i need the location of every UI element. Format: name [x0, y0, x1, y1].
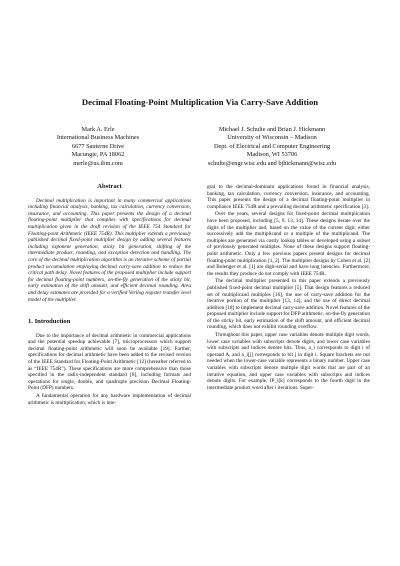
- author-1: [28, 126, 168, 168]
- author-2-address2: Madison, WI 53706: [246, 151, 298, 159]
- left-column: [28, 184, 191, 407]
- author-1-address2: Macungie, PA 18062: [71, 151, 125, 159]
- right-column: [207, 184, 370, 392]
- author-2-address1: Dept. of Electrical and Computer Engineering: [213, 142, 331, 150]
- author-2-affiliation: University of Wisconsin – Madison: [227, 134, 317, 142]
- author-1-address1: 6677 Sauterne Drive: [71, 142, 125, 150]
- abstract-heading: Abstract: [97, 183, 122, 190]
- author-1-email[interactable]: merle@us.ibm.com: [73, 159, 123, 167]
- right-paragraph-3: The decimal multiplier presented in this paper extends a previously published fixed-point decimal multiplier [5]. That design features a reduced set of multiplicand multiples [16], the use of carry-save addition for the iterative portion of the multiplier [13, 14], and the use of direct decimal addition [18] to implement decimal carry-save addition. Novel features of the proposed multiplier include support for DFP arithmetic, on-the-fly generation of the sticky bit, early estimation of the shift amount, and efficient decimal rounding, which does not exhibit rounding overflow.: [207, 278, 370, 331]
- author-2-name: Michael J. Schulte and Brian J. Hickmann: [218, 126, 326, 133]
- intro-paragraph-2: A fundamental operation for any hardware implementation of decimal arithmetic is multiplication, which is inte-: [28, 393, 191, 406]
- introduction-heading: 1. Introduction: [28, 318, 71, 326]
- author-2-email[interactable]: schulte@engr.wisc.edu and bjhickmann@wisc.edu: [207, 159, 337, 167]
- right-paragraph-2: Over the years, several designs for fixed-point decimal multiplication have been proposed, including [5, 9, 13, 14]. These designs iterate over the digits of the multiplier and, based on the value of the current digit, either successively add the multiplicand or a multiple of the multiplicand. The multiples are generated via costly lookup tables or developed using a subset of previously generated multiples. None of these designs support floating-point arithmetic. Only a few previous papers present designs for decimal floating-point multiplication [1, 2]. The multiplier designs by Cohen et al. [2] and Bolenger et al. [1] are digit-serial and have long latencies. Furthermore, the results they produce do not comply with IEEE 754R.: [207, 211, 370, 277]
- abstract-text: Decimal multiplication is important in many commercial applications including financial analysis, banking, tax calculation, currency conversion, insurance, and accounting. This paper presents the design of a decimal floating-point multiplier that complies with specifications for decimal multiplication given in the draft revision of the IEEE 754 Standard for Floating-point Arithmetic (IEEE 754R). This multiplier extends a previously published decimal fixed-point multiplier design by adding several features including exponent generation, sticky bit generation, shifting of the intermediate product, rounding, and exception detection and handling. The core of the decimal multiplication algorithm is an iterative scheme of partial product accumulation employing decimal carry-save addition to reduce the critical path delay. Novel features of the proposed multiplier include support for decimal floating-point numbers, on-the-fly generation of the sticky bit, early estimation of the shift amount, and efficient decimal rounding. Area and delay estimates are provided for a verified Verilog register transfer level model of the multiplier.: [28, 197, 191, 303]
- right-paragraph-4: Throughout this paper, upper case variables denote multiple digit words, lower case variables with subscripts denote digits, and lower case variables with subscripts and indices denote bits. Thus, a_i corresponds to digit i of operand A, and a_i[j] corresponds to bit j in digit i. Square brackets are not needed when the lower-case variable represents a binary number. Upper case variables with subscripts denote multiple digit words that are part of an iterative equation, and upper case variables with subscripts and indices denote digits. For example, IP_i[k] corresponds to the fourth digit in the intermediate product word after i iterations. Super-: [207, 332, 370, 391]
- author-2: [172, 126, 372, 168]
- author-1-affiliation: International Business Machines: [56, 134, 140, 142]
- paper-title: Decimal Floating-Point Multiplication Via Carry-Save Addition: [81, 97, 319, 107]
- intro-paragraph-1: Due to the importance of decimal arithmetic in commercial applications and the potential speedup achievable [7], microprocessors which support decimal floating-point arithmetic will soon be available [19]. Further, specifications for decimal arithmetic have been added to the revised version of the IEEE Standard for Floating-Point Arithmetic [12] (hereafter referred to as “IEEE 754R”). These specifications are more comprehensive than those specified in the radix-independent standard [8], including formats and operations for single, double, and quadruple precision Decimal Floating-Point (DFP) numbers.: [28, 332, 191, 392]
- right-paragraph-1: gral to the decimal-dominant applications found in financial analysis, banking, tax calculation, currency conversion, insurance, and accounting. This paper presents the design of a decimal floating-point multiplier in compliance IEEE 754R and a prevailing decimal arithmetic specification [3].: [207, 184, 370, 210]
- author-block: [28, 126, 372, 168]
- author-1-name: Mark A. Erle: [81, 126, 115, 133]
